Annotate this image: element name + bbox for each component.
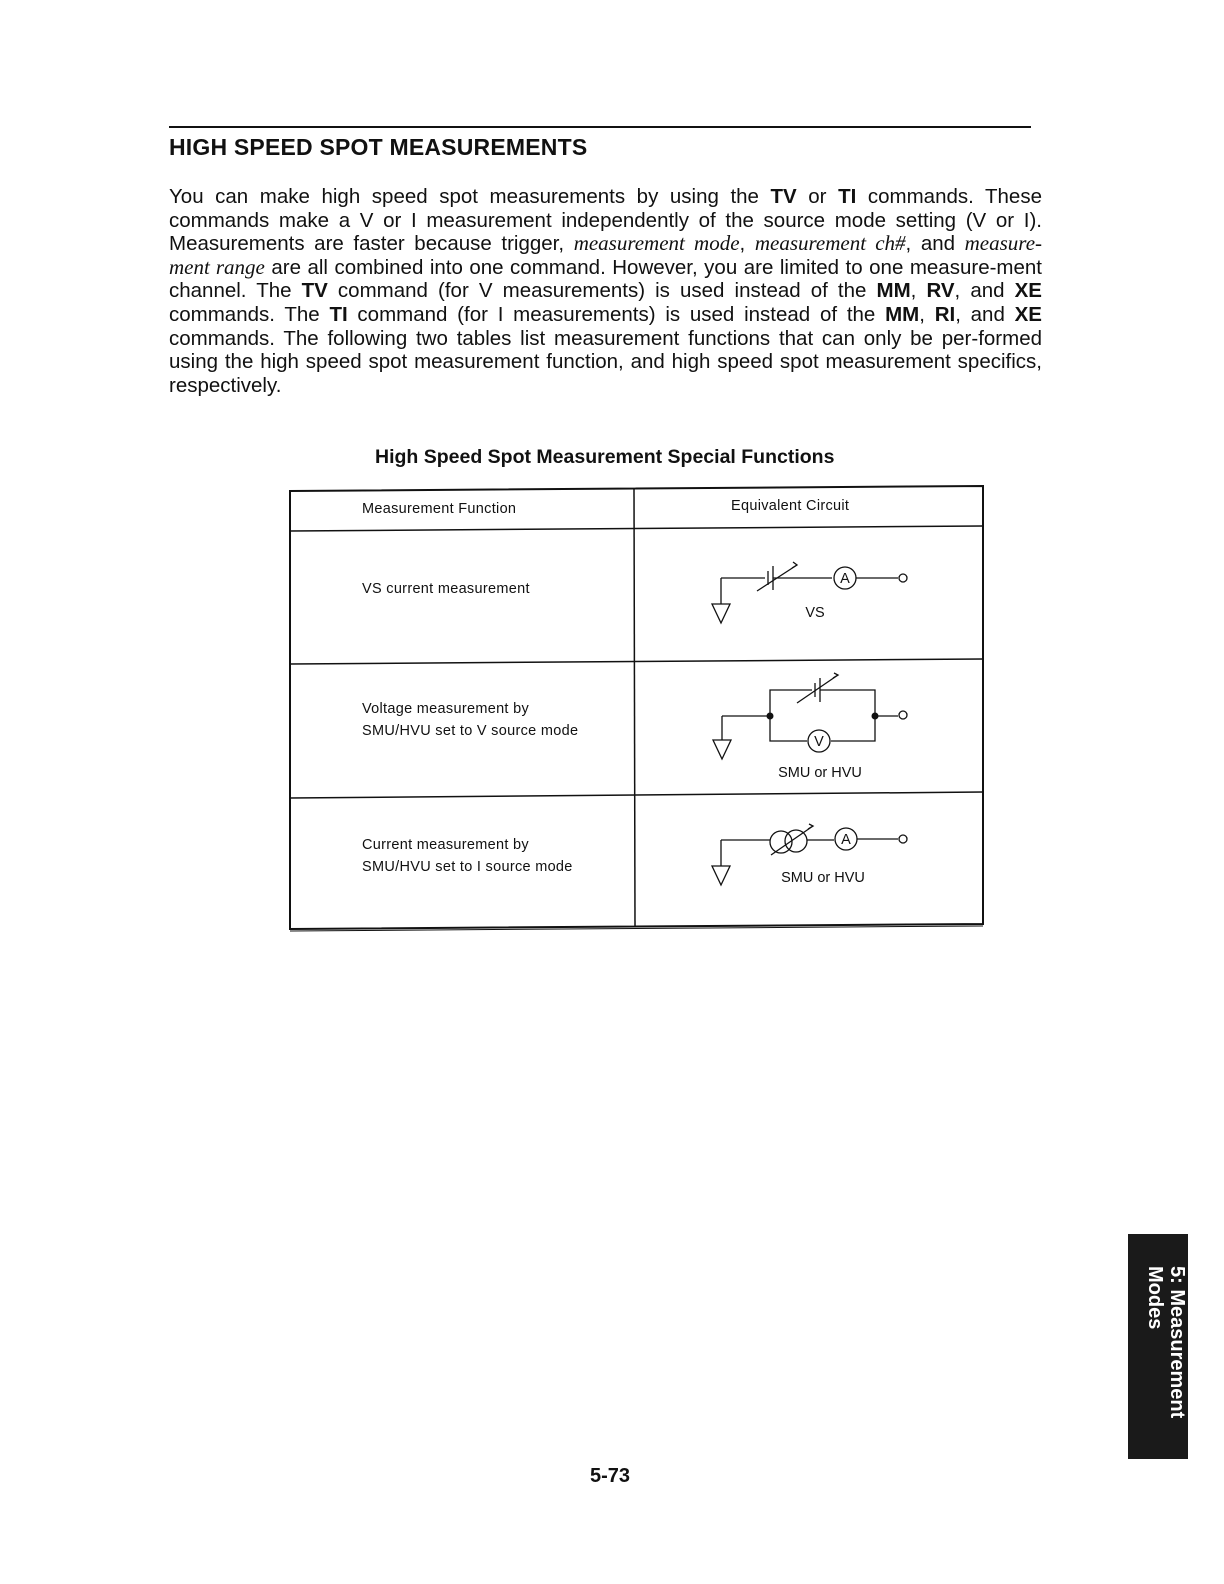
table-title: High Speed Spot Measurement Special Functions (375, 446, 835, 468)
ground-icon (713, 740, 731, 759)
param-measurement-mode: measurement mode (573, 231, 740, 256)
command-tv: TV (770, 185, 797, 208)
chapter-tab-label (1144, 1266, 1188, 1418)
row-divider (290, 659, 983, 664)
terminal-icon (899, 835, 907, 843)
text-run: , (919, 302, 935, 326)
ground-icon (712, 866, 730, 885)
text-run: , (739, 232, 755, 256)
command-xe: XE (1014, 279, 1042, 303)
command-rv: RV (926, 279, 955, 303)
circuit-label: VS (805, 605, 825, 621)
meter-letter: A (840, 571, 850, 587)
text-run: , and (905, 232, 965, 256)
column-header-function: Measurement Function (362, 501, 517, 517)
text-run: You can make high speed spot measurements by using the (169, 185, 771, 208)
page-number: 5-73 (590, 1465, 631, 1487)
column-header-circuit: Equivalent Circuit (731, 498, 850, 514)
ground-icon (712, 604, 730, 623)
command-ri: RI (934, 302, 956, 326)
chapter-tab-line: 5: Measurement (1166, 1266, 1188, 1419)
row-function-line: SMU/HVU set to I source mode (362, 859, 573, 875)
text-run: commands. These commands make a V or I measurement independently of the source mode setting (V or I). Measurements are faster because trigger, (169, 185, 1042, 256)
row-function-line: SMU/HVU set to V source mode (362, 723, 579, 739)
command-ti: TI (329, 302, 348, 326)
param-measurement-ch: measurement ch# (754, 231, 906, 256)
section-heading: HIGH SPEED SPOT MEASUREMENTS (169, 134, 588, 160)
text-run: command (for V measurements) is used instead of the (327, 279, 877, 303)
text-run: commands. The following two tables list measurement functions that can only be per-formed using the high speed spot measurement function, and high speed spot measurement specifics, respectively. (169, 326, 1042, 397)
terminal-icon (899, 711, 907, 719)
text-run: or (796, 185, 839, 208)
circuit-label: SMU or HVU (781, 870, 865, 886)
command-ti: TI (838, 185, 857, 208)
text-run: command (for I measurements) is used instead of the (347, 302, 886, 326)
terminal-icon (899, 574, 907, 582)
text-run: , and (955, 302, 1015, 326)
command-tv: TV (301, 279, 328, 303)
command-mm: MM (876, 279, 911, 303)
row-function-line: VS current measurement (362, 581, 530, 597)
text-run: are all combined into one command. However, you are limited to one measure-ment channel. The (169, 255, 1042, 303)
command-mm: MM (885, 302, 920, 326)
meter-letter: V (814, 734, 824, 750)
row-function-line: Voltage measurement by (362, 701, 529, 717)
text-run: , (910, 279, 927, 303)
command-xe: XE (1014, 302, 1042, 326)
text-run: , and (954, 279, 1015, 303)
row-divider (290, 526, 983, 531)
text-run: commands. The (169, 302, 330, 326)
column-divider (634, 489, 635, 927)
row-divider (290, 792, 983, 798)
row-function-line: Current measurement by (362, 837, 529, 853)
circuit-label: SMU or HVU (778, 765, 862, 781)
meter-letter: A (841, 832, 851, 848)
param-measurement-range: measure-ment range (169, 231, 1043, 279)
chapter-tab-line: Modes (1144, 1266, 1166, 1330)
